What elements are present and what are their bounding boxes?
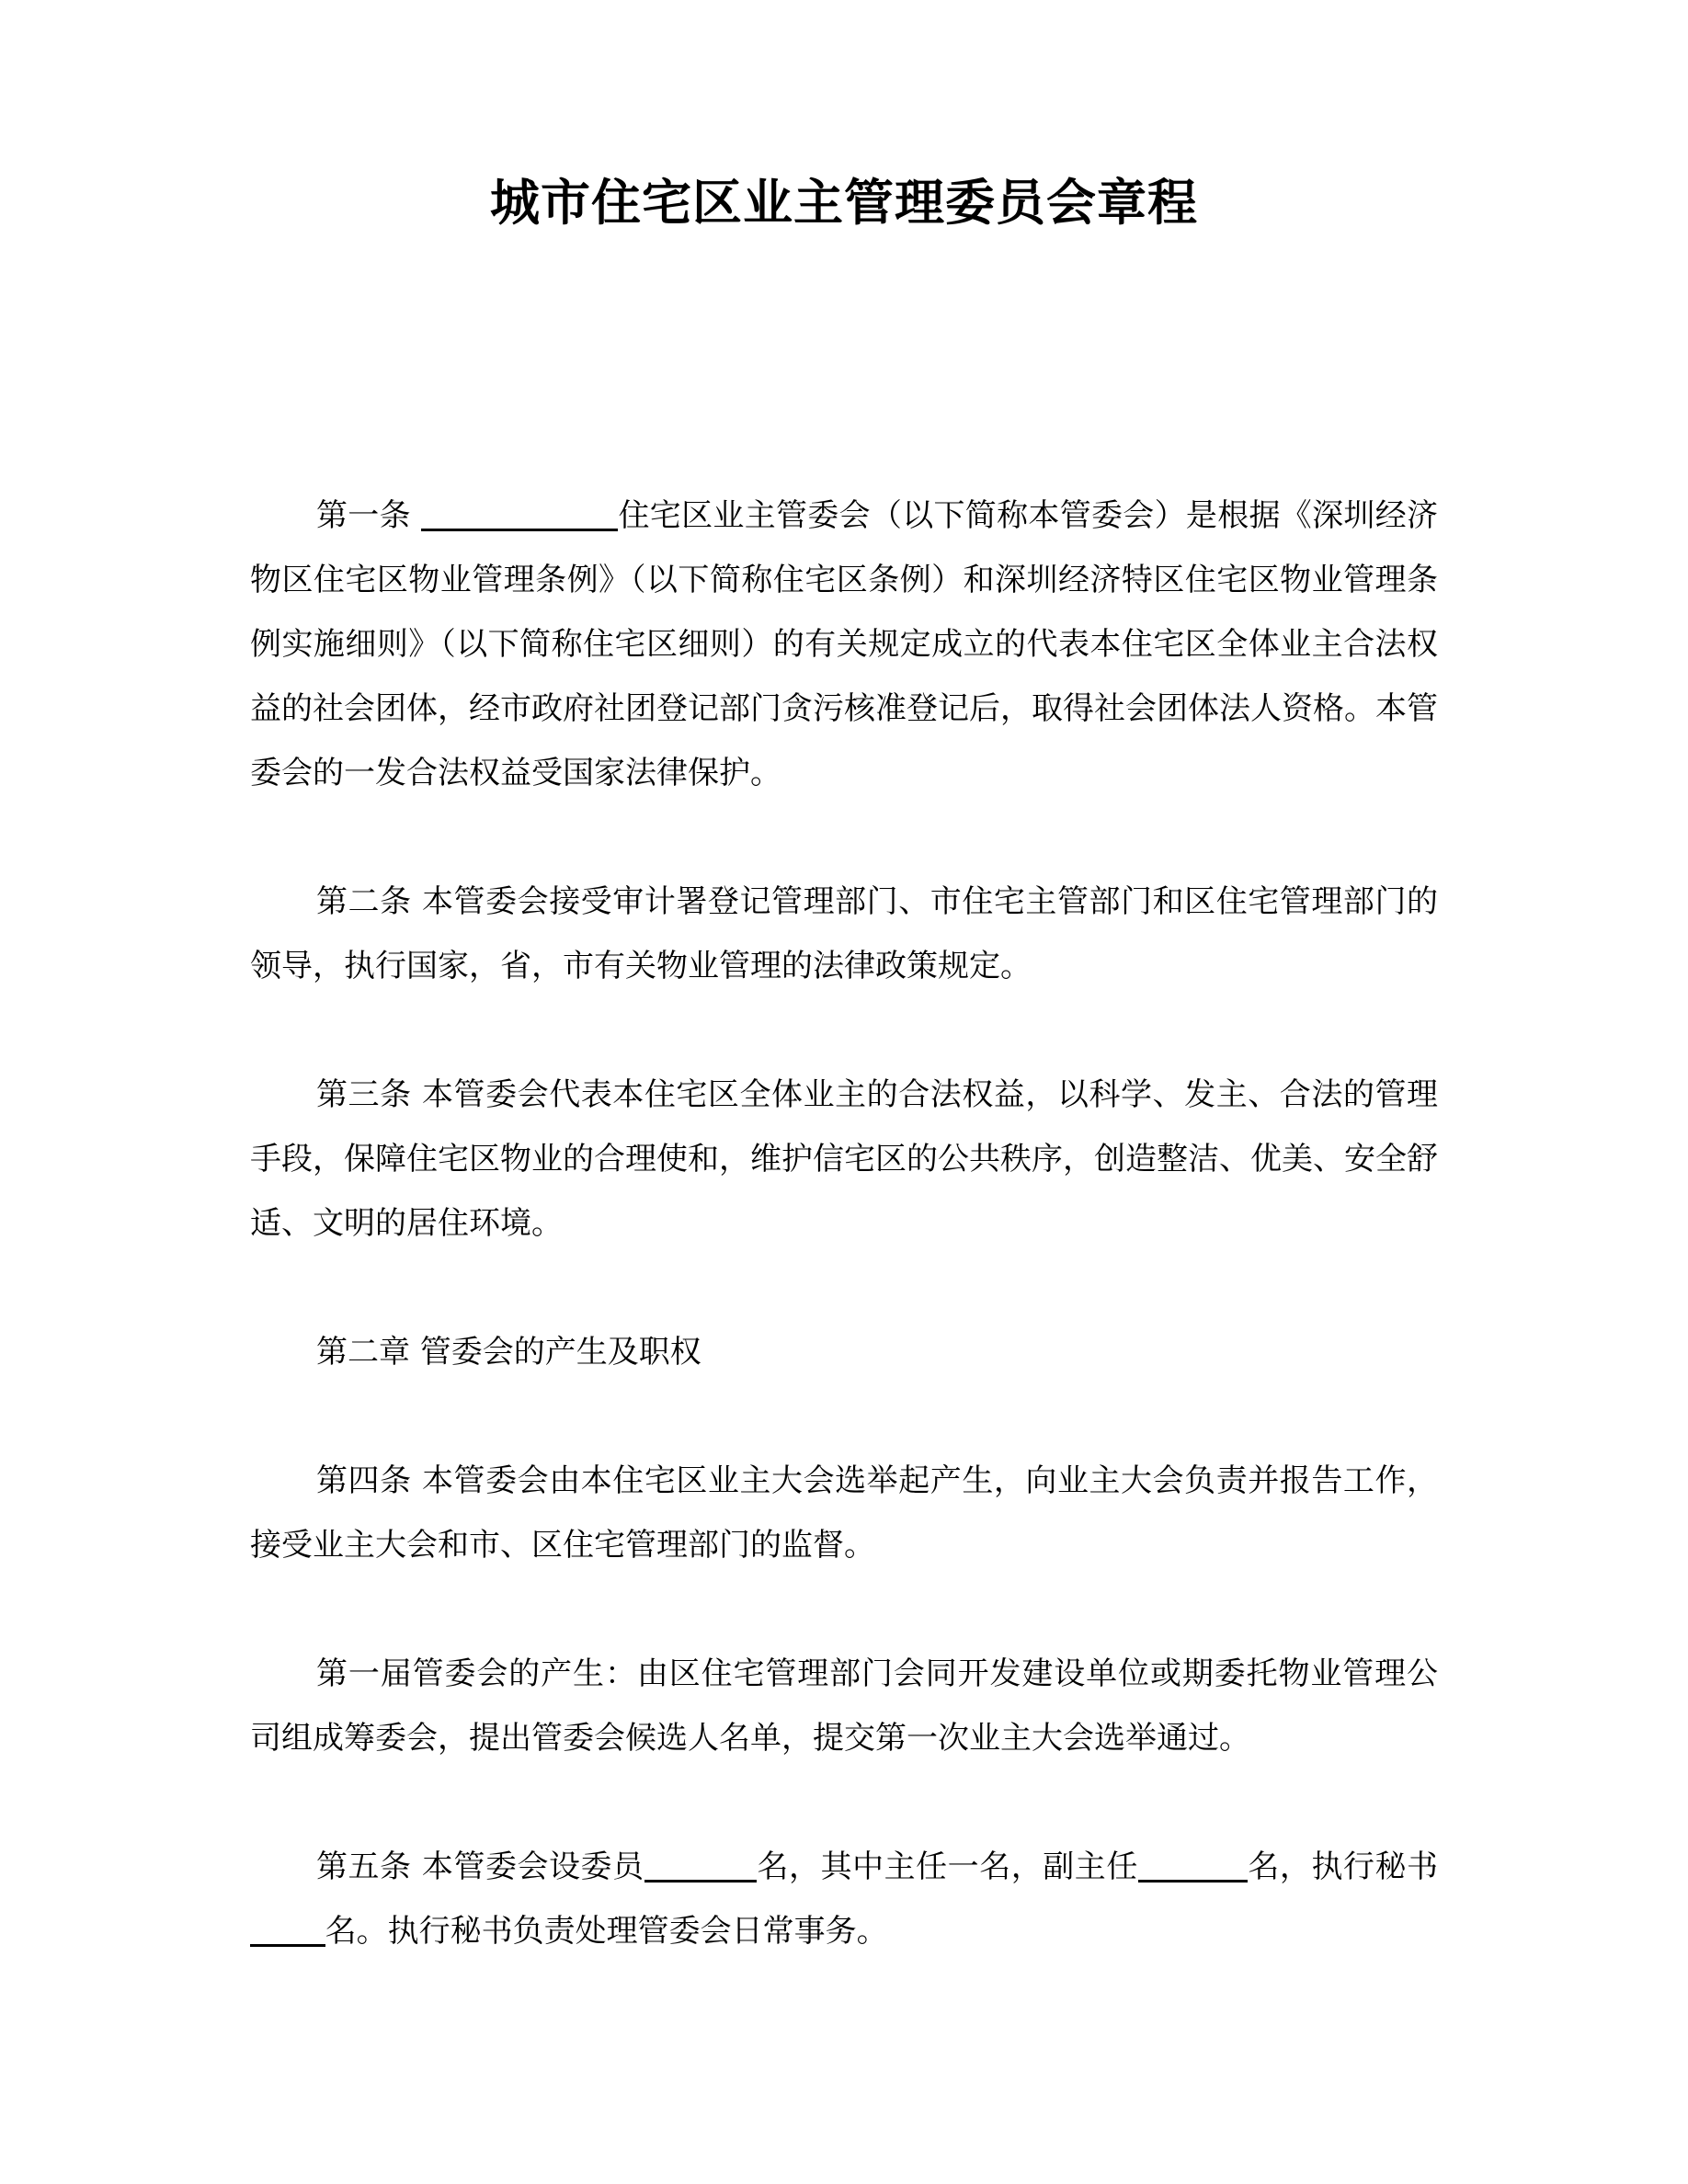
text-run: 名。执行秘书负责处理管委会日常事务。 xyxy=(325,1913,888,1950)
text-run: 名，执行秘书 xyxy=(1247,1848,1439,1885)
text-run: 第五条 本管委会设委员 xyxy=(316,1848,644,1885)
fill-in-blank xyxy=(421,529,618,531)
text-run: 名，其中主任一名，副主任 xyxy=(757,1848,1138,1885)
article-4 xyxy=(250,1449,1438,1577)
first-committee-formation xyxy=(250,1642,1438,1770)
text-run: 第一条 xyxy=(316,497,422,534)
fill-in-blank xyxy=(644,1880,757,1883)
chapter-2-heading xyxy=(250,1320,1438,1384)
text-run: 第四条 本管委会由本住宅区业主大会选举起产生，向业主大会负责并报告工作，接受业主大会和市、区住宅管理部门的监督。 xyxy=(250,1462,1438,1564)
text-run: 第三条 本管委会代表本住宅区全体业主的合法权益，以科学、发主、合法的管理手段，保障住宅区物业的合理使和，维护信宅区的公共秩序，创造整洁、优美、安全舒适、文明的居住环境。 xyxy=(250,1076,1438,1242)
fill-in-blank xyxy=(1138,1880,1248,1883)
text-run: 第一届管委会的产生：由区住宅管理部门会同开发建设单位或期委托物业管理公司组成筹委会，提出管委会候选人名单，提交第一次业主大会选举通过。 xyxy=(250,1655,1438,1757)
document-title: 城市住宅区业主管理委员会章程 xyxy=(490,174,1198,232)
article-2 xyxy=(250,870,1438,998)
text-run: 第二条 本管委会接受审计署登记管理部门、市住宅主管部门和区住宅管理部门的领导，执行国家，省，市有关物业管理的法律政策规定。 xyxy=(250,883,1438,984)
document-body xyxy=(250,483,1438,1963)
article-5 xyxy=(250,1835,1438,1963)
text-run: 住宅区业主管委会（以下简称本管委会）是根据《深圳经济物区住宅区物业管理条例》（以下简称住宅区条例）和深圳经济特区住宅区物业管理条例实施细则》（以下简称住宅区细则）的有关规定成立的代表本住宅区全体业主合法权益的社会团体，经市政府社团登记部门贪污核准登记后，取得社会团体法人资格。本管委会的一发合法权益受国家法律保护。 xyxy=(250,497,1439,791)
text-run: 第二章 管委会的产生及职权 xyxy=(316,1334,701,1371)
fill-in-blank xyxy=(250,1944,325,1947)
article-3 xyxy=(250,1063,1438,1256)
article-1 xyxy=(250,483,1438,805)
